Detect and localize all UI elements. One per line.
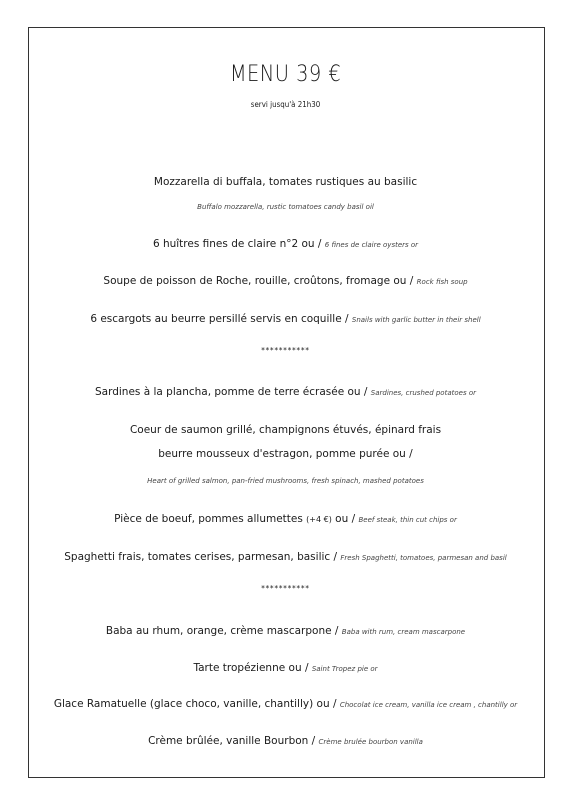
dish-en: Heart of grilled salmon, pan-fried mushrooms, fresh spinach, mashed potatoes	[147, 477, 424, 485]
dish-fr: beurre mousseux d'estragon, pomme purée ou /	[158, 448, 413, 460]
dessert-item	[0, 729, 571, 748]
main-item	[0, 380, 571, 399]
dish-fr: Baba au rhum, orange, crème mascarpone /	[105, 625, 342, 637]
dish-fr: Soupe de poisson de Roche, rouille, croûtons, fromage ou /	[103, 275, 417, 287]
dish-fr: Spaghetti frais, tomates cerises, parmesan, basilic /	[64, 551, 341, 563]
dish-fr: Mozzarella di buffala, tomates rustiques au basilic	[153, 176, 418, 188]
starter-item-en	[0, 194, 571, 213]
main-item-line2	[0, 442, 571, 461]
dish-en: Fresh Spaghetti, tomatoes, parmesan and basil	[340, 554, 507, 562]
separator: ***********	[261, 584, 310, 593]
dish-fr: Coeur de saumon grillé, champignons étuvés, épinard frais	[129, 424, 442, 436]
dessert-item	[0, 619, 571, 638]
menu-title: MENU 39 €	[229, 62, 342, 87]
dish-fr: Crème brûlée, vanille Bourbon /	[148, 735, 319, 747]
main-item	[0, 545, 571, 564]
main-item-line1	[0, 418, 571, 437]
dish-en: Beef steak, thin cut chips or	[358, 516, 457, 524]
dish-fr: Pièce de boeuf, pommes allumettes	[114, 513, 307, 525]
starter-item	[0, 232, 571, 251]
dish-fr: 6 huîtres fines de claire n°2 ou /	[152, 238, 325, 250]
dish-en: Chocolat ice cream, vanilla ice cream , chantilly or	[339, 701, 518, 709]
dish-en: Baba with rum, cream mascarpone	[341, 628, 466, 636]
dish-en: Crème brulée bourbon vanilla	[318, 738, 423, 746]
dish-fr: Sardines à la plancha, pomme de terre écrasée ou /	[94, 386, 371, 398]
dish-en: Buffalo mozzarella, rustic tomatoes candy basil oil	[197, 203, 374, 211]
dish-en: Saint Tropez pie or	[311, 665, 378, 673]
dish-en: 6 fines de claire oysters or	[324, 241, 419, 249]
supplement-price: (+4 €)	[306, 515, 332, 524]
main-item-en	[0, 468, 571, 487]
dish-fr-or: ou /	[331, 513, 359, 525]
starter-item	[0, 307, 571, 326]
dish-en: Sardines, crushed potatoes or	[370, 389, 476, 397]
starter-item	[0, 170, 571, 189]
dish-en: Snails with garlic butter in their shell	[351, 316, 481, 324]
starter-item	[0, 269, 571, 288]
separator: ***********	[261, 346, 310, 355]
dish-fr: 6 escargots au beurre persillé servis en coquille /	[90, 313, 352, 325]
dish-fr: Glace Ramatuelle (glace choco, vanille, chantilly) ou /	[53, 698, 340, 710]
main-item	[0, 507, 571, 526]
dessert-item	[0, 656, 571, 675]
dish-en: Rock fish soup	[416, 278, 468, 286]
menu-subtitle: servi jusqu'à 21h30	[250, 100, 321, 109]
dessert-item	[0, 692, 571, 711]
dish-fr: Tarte tropézienne ou /	[193, 662, 312, 674]
